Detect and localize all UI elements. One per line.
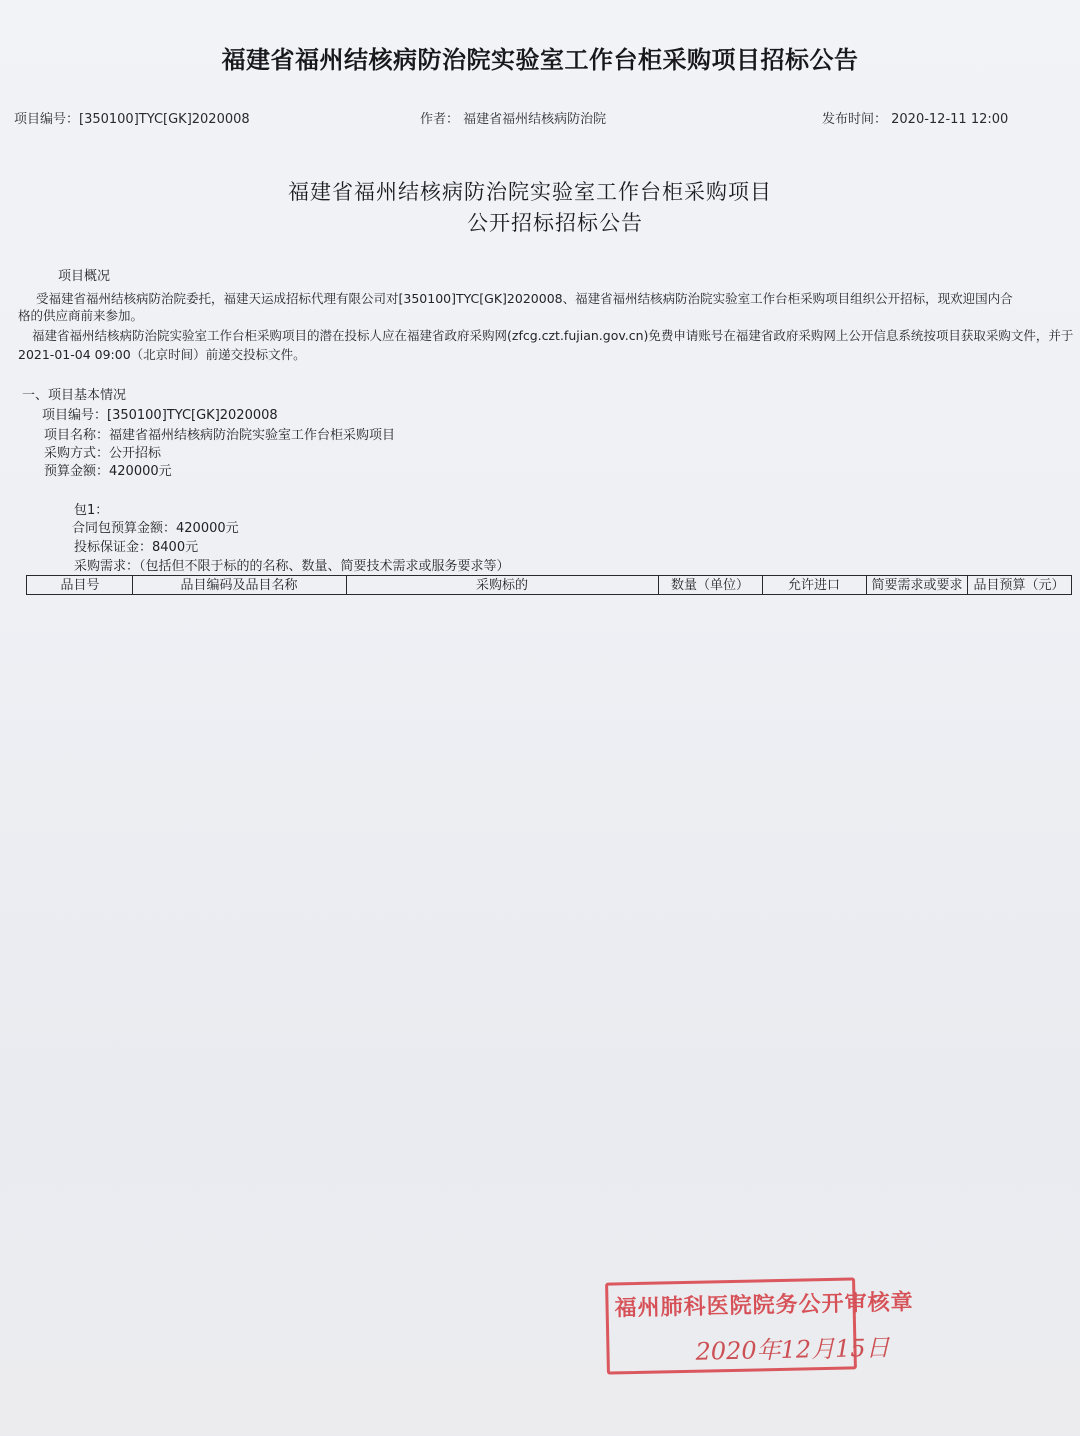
table-header-cell: 允许进口 <box>787 578 840 593</box>
project-number-field: 项目编号：[350100]TYC[GK]2020008 <box>42 408 278 423</box>
stamp-text: 福州肺科医院院务公开审核章 <box>614 1289 914 1322</box>
budget-field: 预算金额：420000元 <box>44 464 172 479</box>
procurement-method-field: 采购方式：公开招标 <box>44 446 162 461</box>
overview-paragraph-1-line-2: 格的供应商前来参加。 <box>18 308 144 323</box>
table-header-cell: 品目编码及品目名称 <box>180 578 298 593</box>
requirement-field: 采购需求：（包括但不限于标的的名称、数量、简要技术需求或服务要求等） <box>74 559 510 574</box>
overview-paragraph-1-line-1: 受福建省福州结核病防治院委托，福建天运成招标代理有限公司对[350100]TYC[GK]2020008、福建省福州结核病防治院实验室工作台柜采购项目组织公开招标，现欢迎国内合 <box>36 291 1013 306</box>
table-header-cell: 采购标的 <box>475 578 528 593</box>
project-name-field: 项目名称：福建省福州结核病防治院实验室工作台柜采购项目 <box>44 428 396 443</box>
overview-paragraph-2-line-1: 福建省福州结核病防治院实验室工作台柜采购项目的潜在投标人应在福建省政府采购网(zfcg.czt.fujian.gov.cn)免费申请账号在福建省政府采购网上公开信息系统按项目获取采购文件，并于 <box>32 328 1074 343</box>
deposit-field: 投标保证金：8400元 <box>74 540 199 555</box>
package-budget-field: 合同包预算金额：420000元 <box>72 521 239 536</box>
table-header-cell: 简要需求或要求 <box>871 578 963 593</box>
table-header-cell: 数量（单位） <box>670 578 749 593</box>
overview-heading: 项目概况 <box>58 269 111 284</box>
notice-title-line2: 公开招标招标公告 <box>467 211 643 235</box>
package-label: 包1： <box>74 503 109 518</box>
overview-paragraph-2-line-2: 2021-01-04 09:00（北京时间）前递交投标文件。 <box>18 347 306 362</box>
stamp-handwritten-date: 2020年12月15日 <box>695 1333 890 1366</box>
notice-title-line1: 福建省福州结核病防治院实验室工作台柜采购项目 <box>288 180 772 204</box>
project-number-meta: 项目编号：[350100]TYC[GK]2020008 <box>14 112 250 127</box>
review-stamp <box>605 1277 914 1374</box>
table-divider <box>1071 576 1072 595</box>
table-header-row <box>26 576 1072 595</box>
publish-time-meta: 发布时间： 2020-12-11 12:00 <box>822 112 1009 127</box>
table-bottom-border <box>26 594 1072 595</box>
author-meta: 作者： 福建省福州结核病防治院 <box>420 112 607 127</box>
page-title: 福建省福州结核病防治院实验室工作台柜采购项目招标公告 <box>221 46 859 74</box>
section-1-heading: 一、项目基本情况 <box>22 388 127 403</box>
table-header-cell: 品目预算（元） <box>973 578 1065 593</box>
table-header-cell: 品目号 <box>60 578 100 593</box>
